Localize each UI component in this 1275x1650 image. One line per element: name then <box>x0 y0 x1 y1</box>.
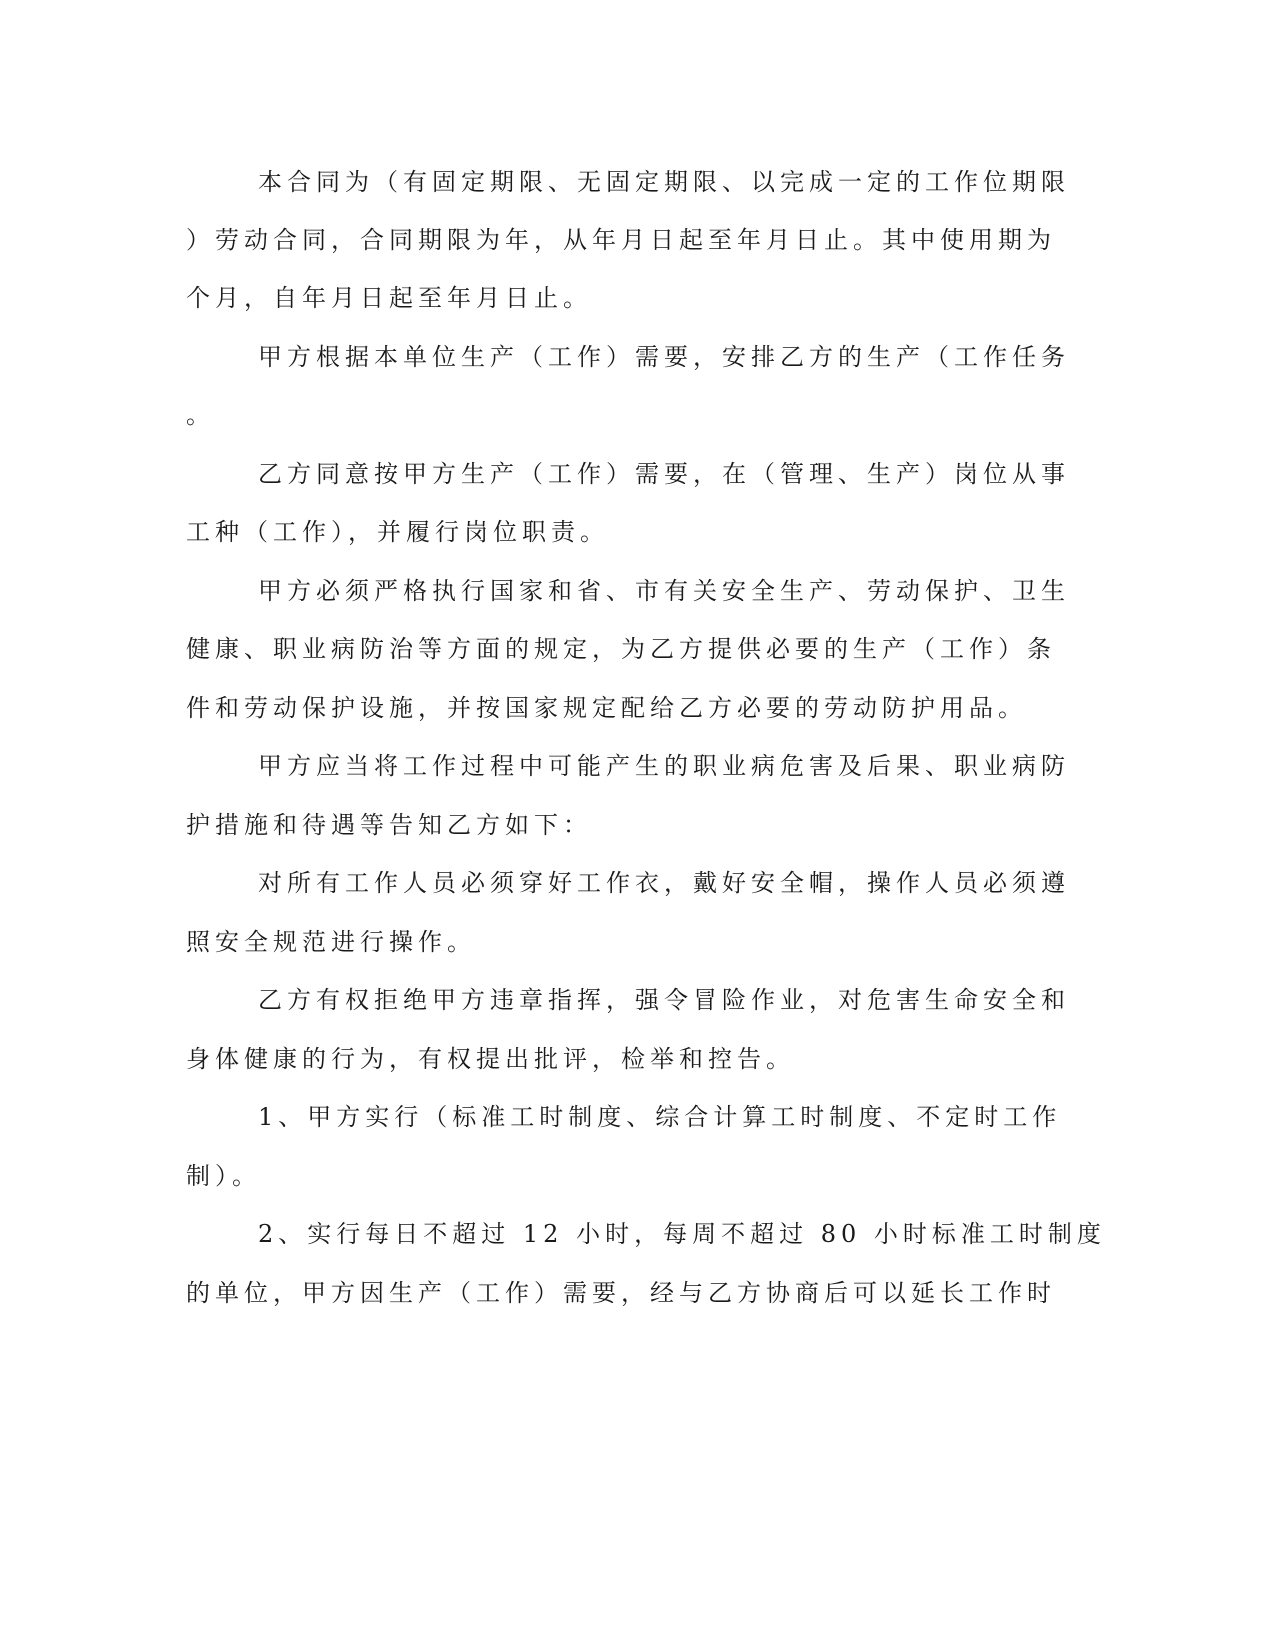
paragraph-line: 工种（工作），并履行岗位职责。 <box>186 518 609 546</box>
paragraph-line: 照安全规范进行操作。 <box>186 928 476 956</box>
paragraph-line: 乙方同意按甲方生产（工作）需要，在（管理、生产）岗位从事 <box>258 460 1070 488</box>
paragraph-line: 甲方必须严格执行国家和省、市有关安全生产、劳动保护、卫生 <box>258 577 1070 605</box>
paragraph-line: 对所有工作人员必须穿好工作衣，戴好安全帽，操作人员必须遵 <box>258 869 1070 897</box>
paragraph-line: 。 <box>186 401 215 429</box>
paragraph-line: 个月，自年月日起至年月日止。 <box>186 284 592 312</box>
paragraph-line: 制）。 <box>186 1162 261 1190</box>
paragraph-line: 乙方有权拒绝甲方违章指挥，强令冒险作业，对危害生命安全和 <box>258 986 1070 1014</box>
paragraph-line: 件和劳动保护设施，并按国家规定配给乙方必要的劳动防护用品。 <box>186 694 1027 722</box>
paragraph-line: 的单位，甲方因生产（工作）需要，经与乙方协商后可以延长工作时 <box>186 1279 1056 1307</box>
paragraph-line: 甲方应当将工作过程中可能产生的职业病危害及后果、职业病防 <box>258 752 1070 780</box>
paragraph-line: 护措施和待遇等告知乙方如下： <box>186 811 592 839</box>
paragraph-line: 1、甲方实行（标准工时制度、综合计算工时制度、不定时工作 <box>258 1103 1062 1131</box>
paragraph-line: ）劳动合同，合同期限为年，从年月日起至年月日止。其中使用期为 <box>186 226 1056 254</box>
paragraph-line: 身体健康的行为，有权提出批评，检举和控告。 <box>186 1045 795 1073</box>
paragraph-line: 甲方根据本单位生产（工作）需要，安排乙方的生产（工作任务 <box>258 343 1070 371</box>
paragraph-line: 2、实行每日不超过 12 小时，每周不超过 80 小时标准工时制度 <box>258 1220 1106 1248</box>
paragraph-line: 健康、职业病防治等方面的规定，为乙方提供必要的生产（工作）条 <box>186 635 1056 663</box>
paragraph-line: 本合同为（有固定期限、无固定期限、以完成一定的工作位期限 <box>258 168 1070 196</box>
